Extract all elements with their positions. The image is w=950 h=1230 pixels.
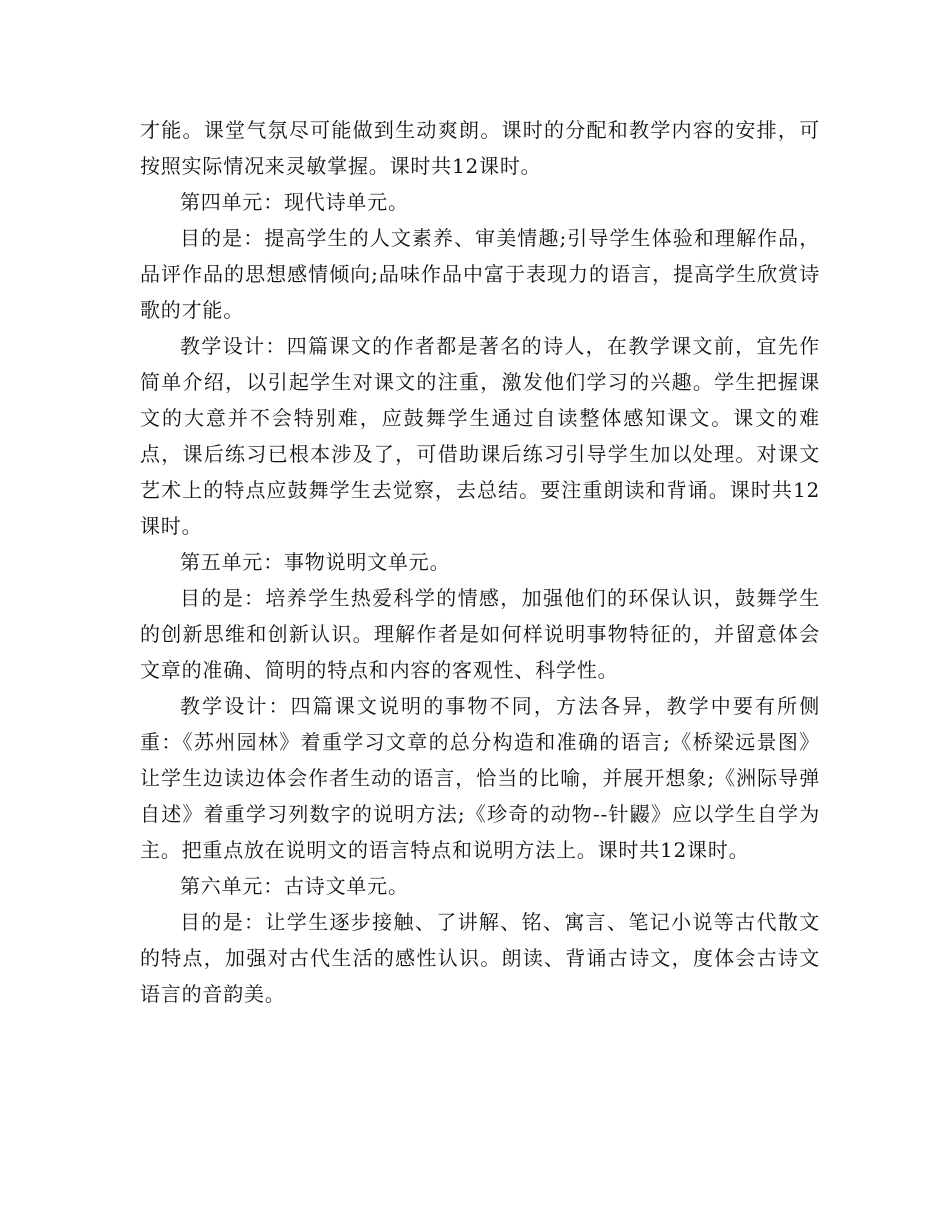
document-body bbox=[140, 112, 820, 1012]
paragraph-unit-four-design: 教学设计：四篇课文的作者都是著名的诗人，在教学课文前，宜先作简单介绍，以引起学生对课文的注重，激发他们学习的兴趣。学生把握课文的大意并不会特别难，应鼓舞学生通过自读整体感知课文。课文的难点，课后练习已根本涉及了，可借助课后练习引导学生加以处理。对课文艺术上的特点应鼓舞学生去觉察，去总结。要注重朗读和背诵。课时共12课时。 bbox=[140, 334, 820, 538]
heading-unit-six: 第六单元：古诗文单元。 bbox=[180, 874, 409, 898]
paragraph-unit-six-goal: 目的是：让学生逐步接触、了讲解、铭、寓言、笔记小说等古代散文的特点，加强对古代生活的感性认识。朗读、背诵古诗文，度体会古诗文语言的音韵美。 bbox=[140, 910, 820, 1006]
heading-unit-five: 第五单元：事物说明文单元。 bbox=[180, 550, 451, 574]
paragraph-unit-five-design: 教学设计：四篇课文说明的事物不同，方法各异，教学中要有所侧重：《苏州园林》着重学习文章的总分构造和准确的语言;《桥梁远景图》让学生边读边体会作者生动的语言，恰当的比喻，并展开想象;《洲际导弹自述》着重学习列数字的说明方法;《珍奇的动物--针鼹》应以学生自学为主。把重点放在说明文的语言特点和说明方法上。课时共12课时。 bbox=[140, 694, 820, 862]
paragraph-continuation: 才能。课堂气氛尽可能做到生动爽朗。课时的分配和教学内容的安排，可按照实际情况来灵敏掌握。课时共12课时。 bbox=[140, 118, 820, 178]
paragraph-unit-four-goal: 目的是：提高学生的人文素养、审美情趣;引导学生体验和理解作品，品评作品的思想感情倾向;品味作品中富于表现力的语言，提高学生欣赏诗歌的才能。 bbox=[140, 226, 820, 322]
heading-unit-four: 第四单元：现代诗单元。 bbox=[180, 190, 409, 214]
paragraph-unit-five-goal: 目的是：培养学生热爱科学的情感，加强他们的环保认识，鼓舞学生的创新思维和创新认识。理解作者是如何样说明事物特征的，并留意体会文章的准确、简明的特点和内容的客观性、科学性。 bbox=[140, 586, 820, 682]
